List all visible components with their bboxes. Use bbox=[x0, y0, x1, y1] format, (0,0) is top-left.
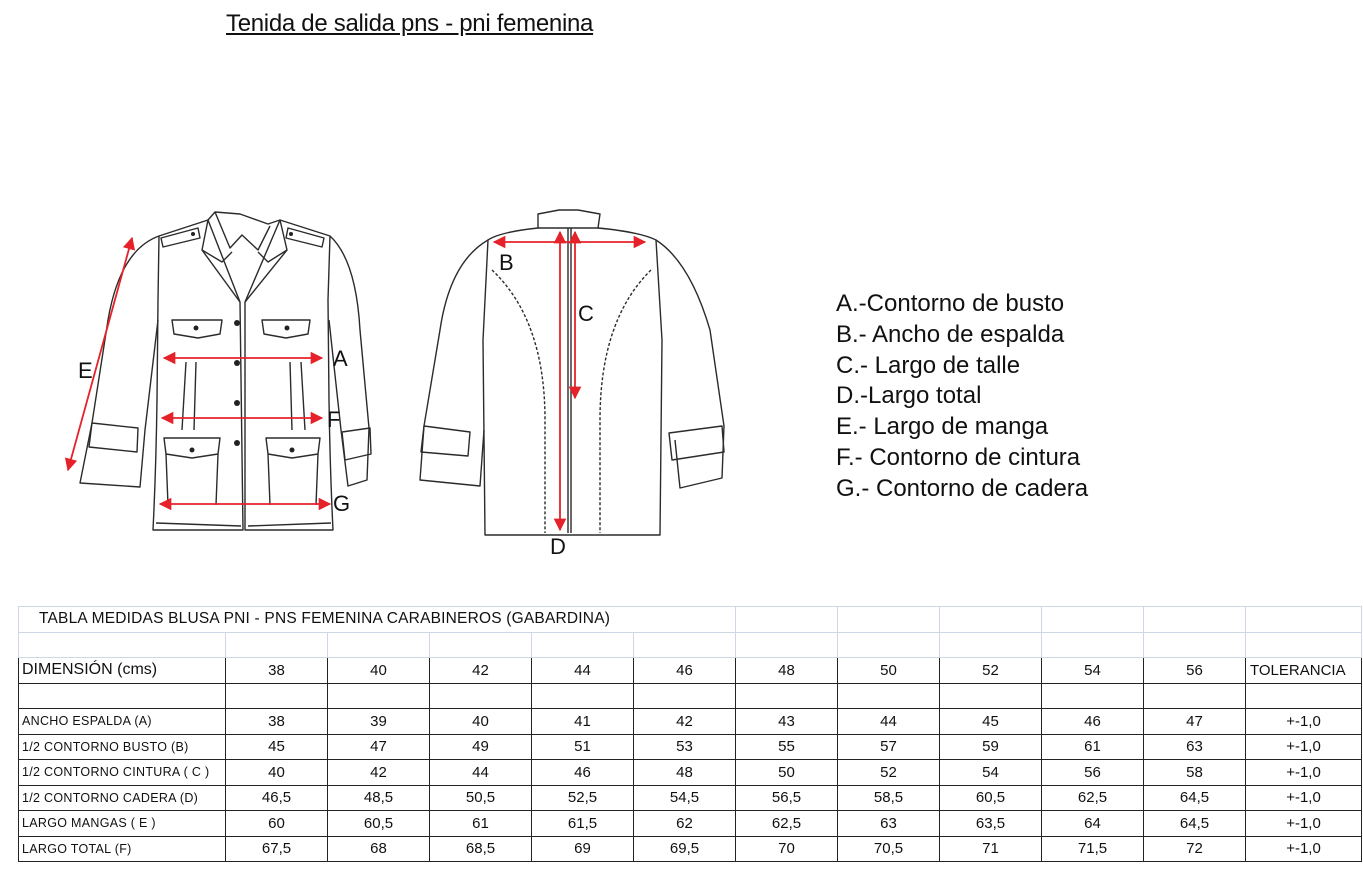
empty-cell bbox=[940, 632, 1042, 658]
table-cell: 50 bbox=[736, 760, 838, 786]
table-cell: 54,5 bbox=[634, 785, 736, 811]
size-measurement-table bbox=[18, 606, 1362, 862]
row-label: 1/2 CONTORNO CADERA (D) bbox=[19, 785, 226, 811]
label-letter-a: A bbox=[333, 346, 348, 371]
table-cell: 70,5 bbox=[838, 836, 940, 862]
table-caption: TABLA MEDIDAS BLUSA PNI - PNS FEMENINA CARABINEROS (GABARDINA) bbox=[19, 607, 736, 633]
table-cell: 68,5 bbox=[430, 836, 532, 862]
tolerance-cell: +-1,0 bbox=[1246, 734, 1362, 760]
table-cell: 42 bbox=[328, 760, 430, 786]
header-size: 48 bbox=[736, 658, 838, 684]
table-cell: 60,5 bbox=[940, 785, 1042, 811]
table-cell: 56 bbox=[1042, 760, 1144, 786]
empty-cell bbox=[1246, 632, 1362, 658]
empty-cell bbox=[1042, 607, 1144, 633]
table-cell: 61 bbox=[430, 811, 532, 837]
table-cell: 56,5 bbox=[736, 785, 838, 811]
table-cell: 55 bbox=[736, 734, 838, 760]
table-cell: 45 bbox=[940, 709, 1042, 735]
header-tolerance: TOLERANCIA bbox=[1246, 658, 1362, 684]
table-cell: 46,5 bbox=[226, 785, 328, 811]
empty-cell bbox=[1246, 683, 1362, 709]
table-cell: 52,5 bbox=[532, 785, 634, 811]
table-cell: 70 bbox=[736, 836, 838, 862]
empty-cell bbox=[532, 683, 634, 709]
measurement-legend bbox=[836, 289, 1088, 505]
page-title: Tenida de salida pns - pni femenina bbox=[226, 10, 594, 37]
table-cell: 46 bbox=[532, 760, 634, 786]
table-cell: 57 bbox=[838, 734, 940, 760]
table-cell: 47 bbox=[1144, 709, 1246, 735]
table-cell: 69 bbox=[532, 836, 634, 862]
table-caption-row bbox=[19, 607, 1362, 633]
empty-cell bbox=[1246, 607, 1362, 633]
table-cell: 71,5 bbox=[1042, 836, 1144, 862]
table-cell: 52 bbox=[838, 760, 940, 786]
table-header-row bbox=[19, 658, 1362, 684]
label-letter-d: D bbox=[550, 534, 566, 559]
table-cell: 71 bbox=[940, 836, 1042, 862]
header-size: 56 bbox=[1144, 658, 1246, 684]
empty-cell bbox=[736, 683, 838, 709]
empty-cell bbox=[19, 683, 226, 709]
back-jacket-outline bbox=[420, 210, 724, 535]
table-cell: 58,5 bbox=[838, 785, 940, 811]
table-cell: 40 bbox=[430, 709, 532, 735]
legend-item: F.- Contorno de cintura bbox=[836, 443, 1081, 471]
table-row bbox=[19, 734, 1362, 760]
table-row bbox=[19, 709, 1362, 735]
tolerance-cell: +-1,0 bbox=[1246, 709, 1362, 735]
header-size: 46 bbox=[634, 658, 736, 684]
table-cell: 58 bbox=[1144, 760, 1246, 786]
header-size: 54 bbox=[1042, 658, 1144, 684]
table-cell: 39 bbox=[328, 709, 430, 735]
tolerance-cell: +-1,0 bbox=[1246, 836, 1362, 862]
row-label: 1/2 CONTORNO BUSTO (B) bbox=[19, 734, 226, 760]
table-cell: 59 bbox=[940, 734, 1042, 760]
table-cell: 64,5 bbox=[1144, 785, 1246, 811]
tolerance-cell: +-1,0 bbox=[1246, 760, 1362, 786]
table-cell: 62,5 bbox=[1042, 785, 1144, 811]
table-row bbox=[19, 811, 1362, 837]
legend-item: A.-Contorno de busto bbox=[836, 290, 1065, 317]
table-row bbox=[19, 836, 1362, 862]
header-dimension: DIMENSIÓN (cms) bbox=[19, 658, 226, 684]
header-size: 40 bbox=[328, 658, 430, 684]
empty-cell bbox=[940, 607, 1042, 633]
table-cell: 63,5 bbox=[940, 811, 1042, 837]
legend-item: B.- Ancho de espalda bbox=[836, 320, 1065, 348]
legend-item: E.- Largo de manga bbox=[836, 413, 1049, 441]
empty-cell bbox=[532, 632, 634, 658]
table-cell: 48 bbox=[634, 760, 736, 786]
table-cell: 60 bbox=[226, 811, 328, 837]
label-letter-b: B bbox=[499, 250, 514, 275]
legend-item: D.-Largo total bbox=[836, 382, 982, 410]
table-row bbox=[19, 785, 1362, 811]
empty-cell bbox=[226, 632, 328, 658]
table-cell: 40 bbox=[226, 760, 328, 786]
table-cell: 64 bbox=[1042, 811, 1144, 837]
table-cell: 53 bbox=[634, 734, 736, 760]
empty-cell bbox=[19, 632, 226, 658]
header-size: 38 bbox=[226, 658, 328, 684]
table-cell: 42 bbox=[634, 709, 736, 735]
table-cell: 69,5 bbox=[634, 836, 736, 862]
table-cell: 38 bbox=[226, 709, 328, 735]
empty-cell bbox=[328, 632, 430, 658]
table-cell: 43 bbox=[736, 709, 838, 735]
row-label: 1/2 CONTORNO CINTURA ( C ) bbox=[19, 760, 226, 786]
table-cell: 72 bbox=[1144, 836, 1246, 862]
header-size: 50 bbox=[838, 658, 940, 684]
label-letter-c: C bbox=[578, 301, 594, 326]
table-cell: 51 bbox=[532, 734, 634, 760]
table-cell: 48,5 bbox=[328, 785, 430, 811]
table-cell: 62 bbox=[634, 811, 736, 837]
row-label: LARGO MANGAS ( E ) bbox=[19, 811, 226, 837]
empty-cell bbox=[838, 683, 940, 709]
row-label: ANCHO ESPALDA (A) bbox=[19, 709, 226, 735]
table-cell: 68 bbox=[328, 836, 430, 862]
blank-row bbox=[19, 683, 1362, 709]
empty-cell bbox=[1042, 632, 1144, 658]
table-cell: 67,5 bbox=[226, 836, 328, 862]
header-size: 44 bbox=[532, 658, 634, 684]
empty-cell bbox=[226, 683, 328, 709]
table-cell: 41 bbox=[532, 709, 634, 735]
table-cell: 44 bbox=[838, 709, 940, 735]
table-cell: 61,5 bbox=[532, 811, 634, 837]
empty-cell bbox=[838, 632, 940, 658]
empty-cell bbox=[1042, 683, 1144, 709]
empty-cell bbox=[838, 607, 940, 633]
empty-cell bbox=[1144, 632, 1246, 658]
tolerance-cell: +-1,0 bbox=[1246, 811, 1362, 837]
label-letter-g: G bbox=[333, 491, 351, 516]
tolerance-cell: +-1,0 bbox=[1246, 785, 1362, 811]
table-cell: 64,5 bbox=[1144, 811, 1246, 837]
empty-cell bbox=[1144, 683, 1246, 709]
legend-item: G.- Contorno de cadera bbox=[836, 474, 1089, 502]
header-size: 52 bbox=[940, 658, 1042, 684]
table-cell: 47 bbox=[328, 734, 430, 760]
table-row bbox=[19, 760, 1362, 786]
label-letter-e: E bbox=[78, 358, 93, 383]
table-cell: 63 bbox=[838, 811, 940, 837]
table-cell: 61 bbox=[1042, 734, 1144, 760]
table-cell: 44 bbox=[430, 760, 532, 786]
table-cell: 45 bbox=[226, 734, 328, 760]
empty-cell bbox=[430, 632, 532, 658]
row-label: LARGO TOTAL (F) bbox=[19, 836, 226, 862]
empty-cell bbox=[634, 683, 736, 709]
empty-cell bbox=[430, 683, 532, 709]
empty-cell bbox=[1144, 607, 1246, 633]
blank-row bbox=[19, 632, 1362, 658]
empty-cell bbox=[328, 683, 430, 709]
empty-cell bbox=[634, 632, 736, 658]
table-cell: 50,5 bbox=[430, 785, 532, 811]
table-cell: 54 bbox=[940, 760, 1042, 786]
table-cell: 46 bbox=[1042, 709, 1144, 735]
table-cell: 49 bbox=[430, 734, 532, 760]
header-size: 42 bbox=[430, 658, 532, 684]
label-letter-f: F bbox=[327, 407, 341, 432]
table-cell: 63 bbox=[1144, 734, 1246, 760]
table-cell: 60,5 bbox=[328, 811, 430, 837]
legend-item: C.- Largo de talle bbox=[836, 351, 1021, 379]
empty-cell bbox=[736, 632, 838, 658]
empty-cell bbox=[940, 683, 1042, 709]
table-cell: 62,5 bbox=[736, 811, 838, 837]
front-jacket-outline bbox=[80, 212, 371, 530]
empty-cell bbox=[736, 607, 838, 633]
